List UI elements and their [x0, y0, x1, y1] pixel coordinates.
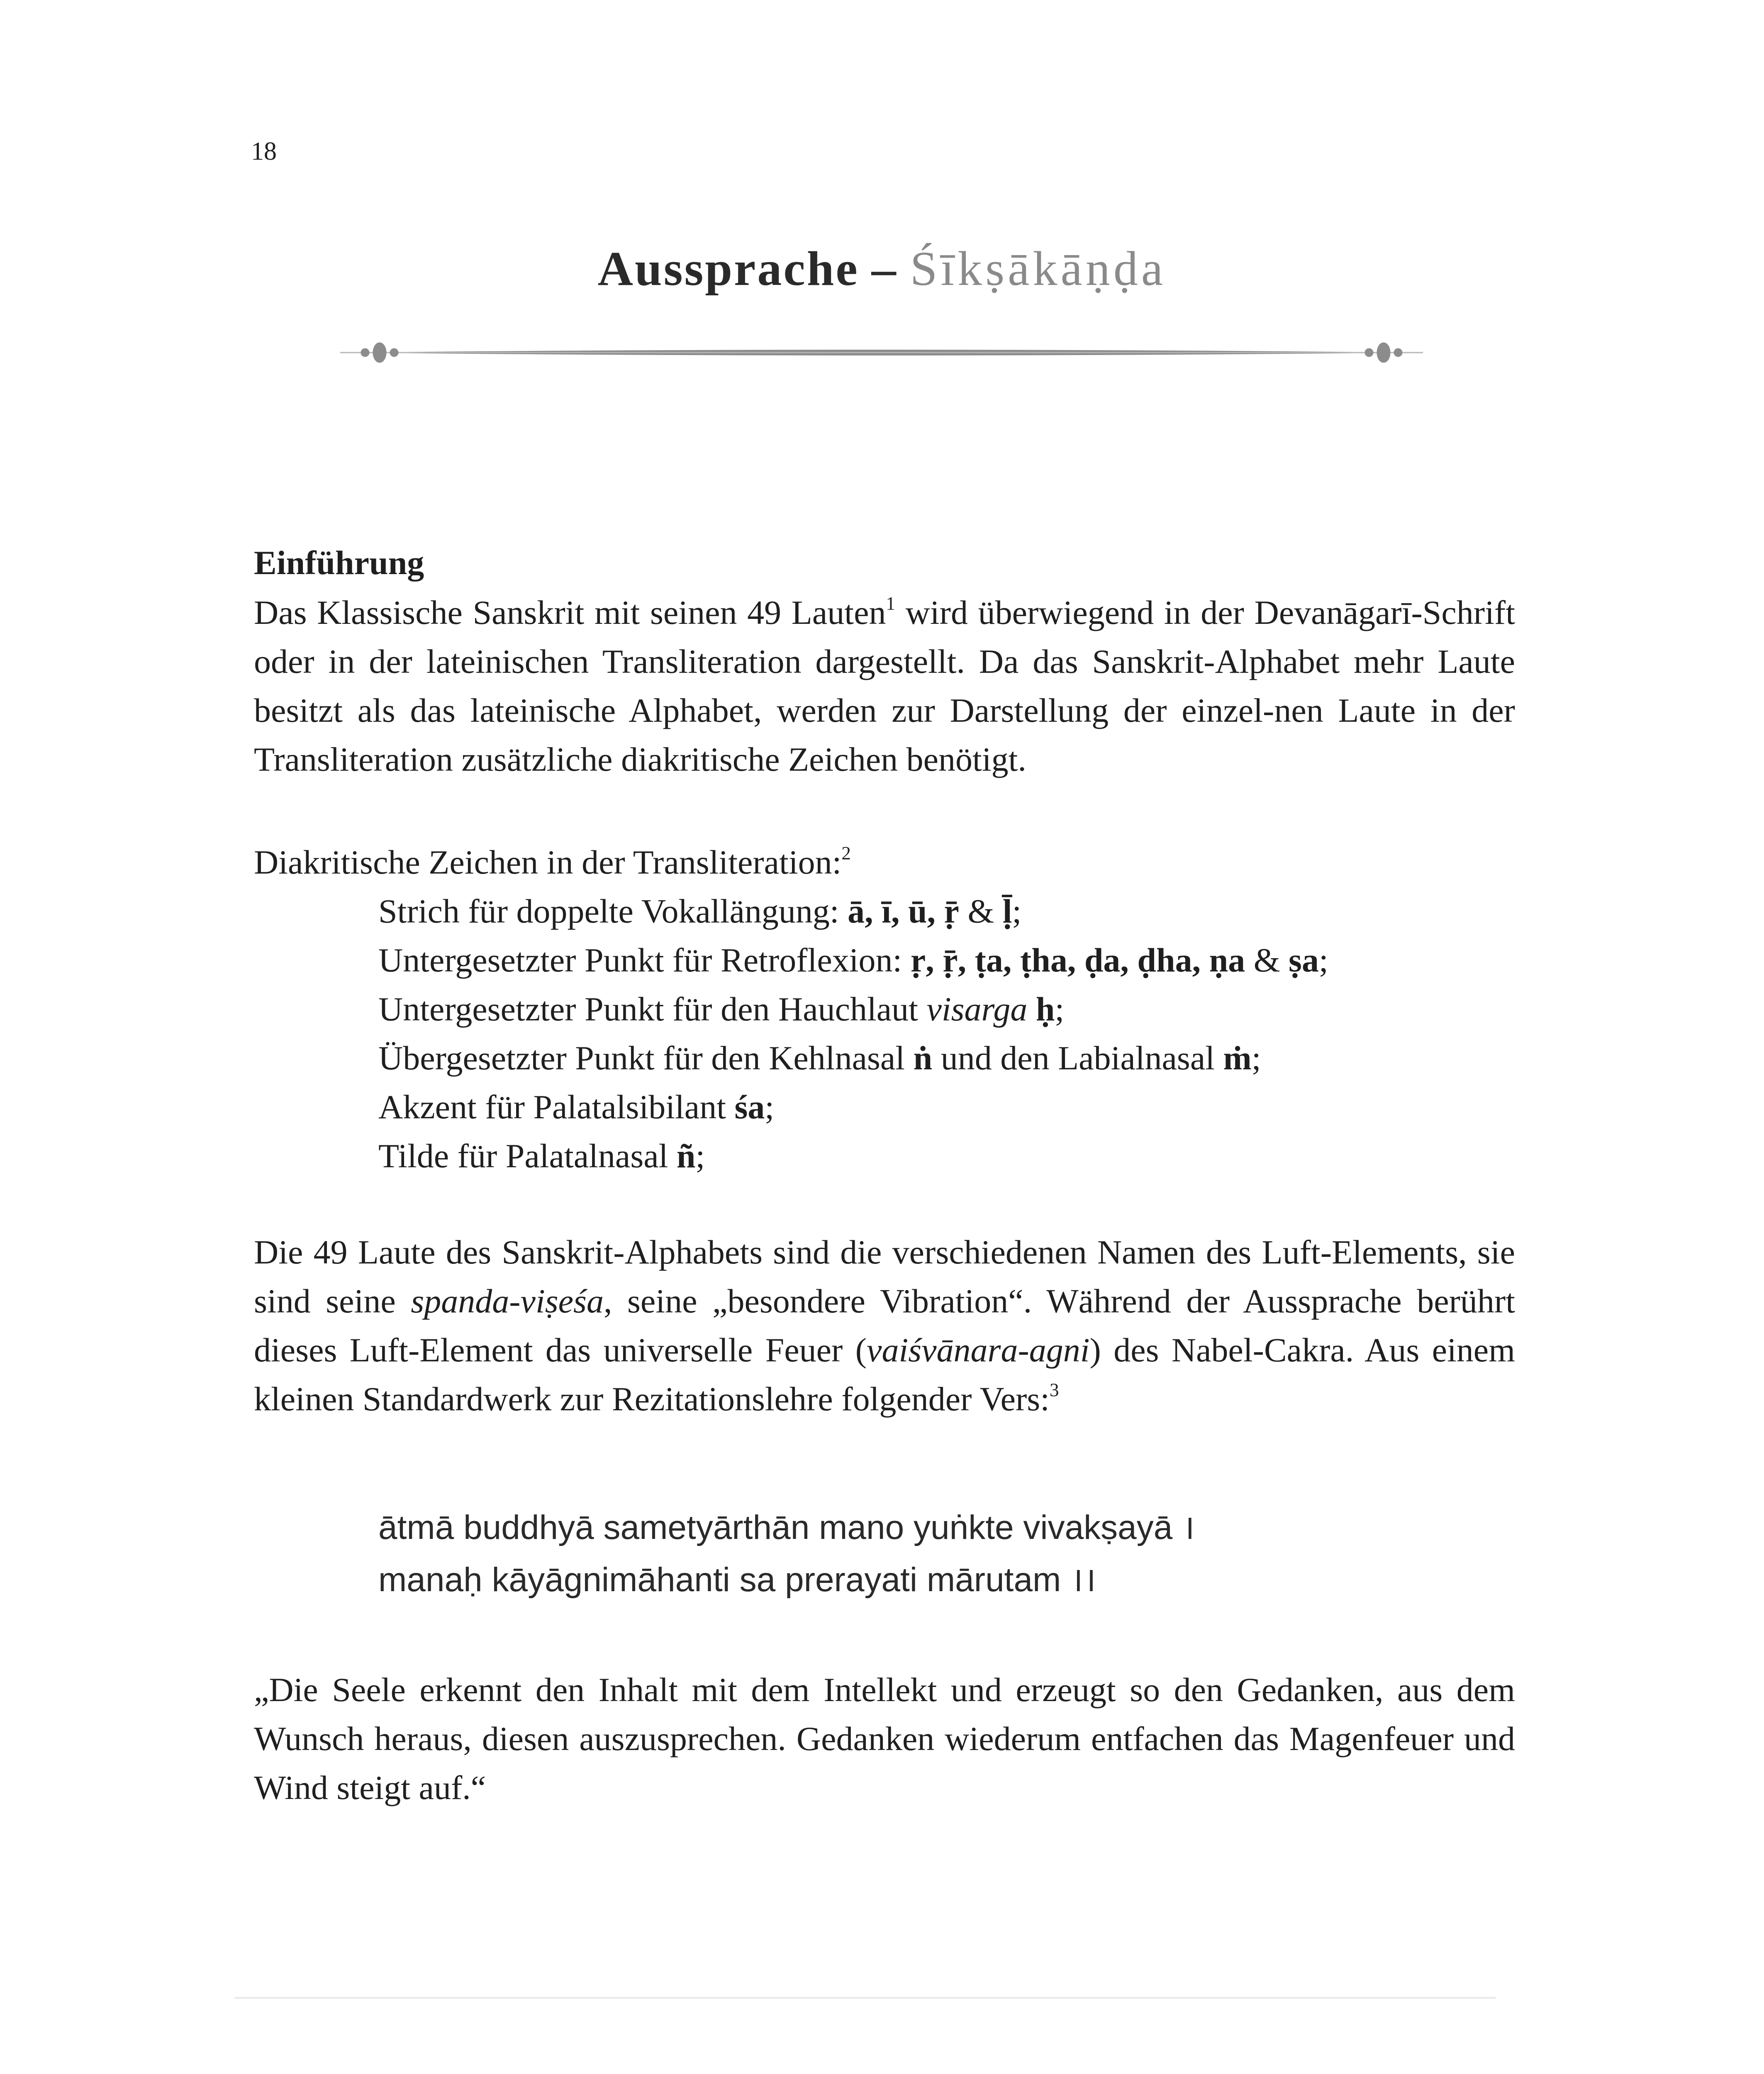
chapter-title-main: Aussprache [597, 241, 859, 296]
footnote-1 [234, 2070, 1504, 2074]
term-vaisvanara-agni: vaiśvānara-agni [867, 1331, 1090, 1369]
chapter-title [0, 241, 1764, 297]
term-spanda-visesa: spanda-viṣeśa [411, 1282, 604, 1320]
sanskrit-verse [378, 1502, 1195, 1606]
intro-paragraph [254, 588, 1515, 784]
footnote-ref-3: 3 [1050, 1380, 1059, 1401]
footnote-ref-2: 2 [841, 843, 851, 864]
title-ornament-divider [340, 336, 1423, 369]
intro-text-2: wird überwiegend in der Devanāgarī-Schrift oder in der lateinischen Transliteration dargestellt. Da das Sanskrit-Alphabet mehr Laute besitzt als das lateinische Alphabet, werden zur Darstellung der einzel-nen Laute in der Transliteration zusätzliche diakritische Zeichen benötigt. [254, 594, 1515, 778]
section-heading: Einführung [254, 544, 424, 582]
verse-line-1: ātmā buddhyā sametyārthān mano yuṅkte vivakṣayā । [378, 1509, 1195, 1546]
vayu-paragraph: Die 49 Laute des Sanskrit-Alphabets sind die verschiedenen Namen des Luft-Elements, sie sind seine spanda-viṣeśa, seine „besondere Vibration“. Während der Aussprache berührt dieses Luft-Element das universelle Feuer (vaiśvānara-agni) des Nabel-Cakra. Aus einem kleinen Standardwerk zur Rezitationslehre folgender Vers:$^3$ [254, 1233, 1515, 1418]
diacritic-item-retroflex: Untergesetzter Punkt für Retroflexion: ṛ, ṝ, ṭa, ṭha, ḍa, ḍha, ṇa & ṣa; [378, 941, 1328, 979]
diacritic-item-nasal-dot: Übergesetzter Punkt für den Kehlnasal ṅ und den Labialnasal ṁ; [378, 1039, 1261, 1077]
diacritic-item-visarga: Untergesetzter Punkt für den Hauchlaut visarga ḥ; [378, 990, 1065, 1028]
diacritic-item-length: Strich für doppelte Vokallängung: ā, ī, ū, ṝ & ḹ; [378, 892, 1022, 930]
chapter-title-separator: – [871, 241, 898, 296]
verse-line-2: manaḥ kāyāgnimāhanti sa prerayati mārutam ।। [378, 1561, 1096, 1599]
footnote-separator [234, 1997, 1496, 1999]
diacritic-item-tilde: Tilde für Palatalnasal ñ; [378, 1137, 705, 1175]
footnotes [234, 2070, 1504, 2074]
intro-text-1: Das Klassische Sanskrit mit seinen 49 Lauten [254, 594, 886, 631]
chapter-title-sanskrit: Śīkṣākāṇḍa [910, 241, 1167, 296]
diacritics-list [254, 838, 1540, 1181]
page-number: 18 [251, 137, 277, 166]
translation-paragraph: „Die Seele erkennt den Inhalt mit dem Intellekt und erzeugt so den Gedanken, aus dem Wunsch heraus, diesen auszusprechen. Gedanken wiederum entfachen das Magenfeuer und Wind steigt auf.“ [254, 1671, 1515, 1806]
footnote-ref-1: 1 [886, 593, 896, 614]
diacritics-lead: Diakritische Zeichen in der Transliteration:$^2$ [254, 843, 851, 881]
diacritic-item-accent: Akzent für Palatalsibilant śa; [378, 1088, 775, 1126]
